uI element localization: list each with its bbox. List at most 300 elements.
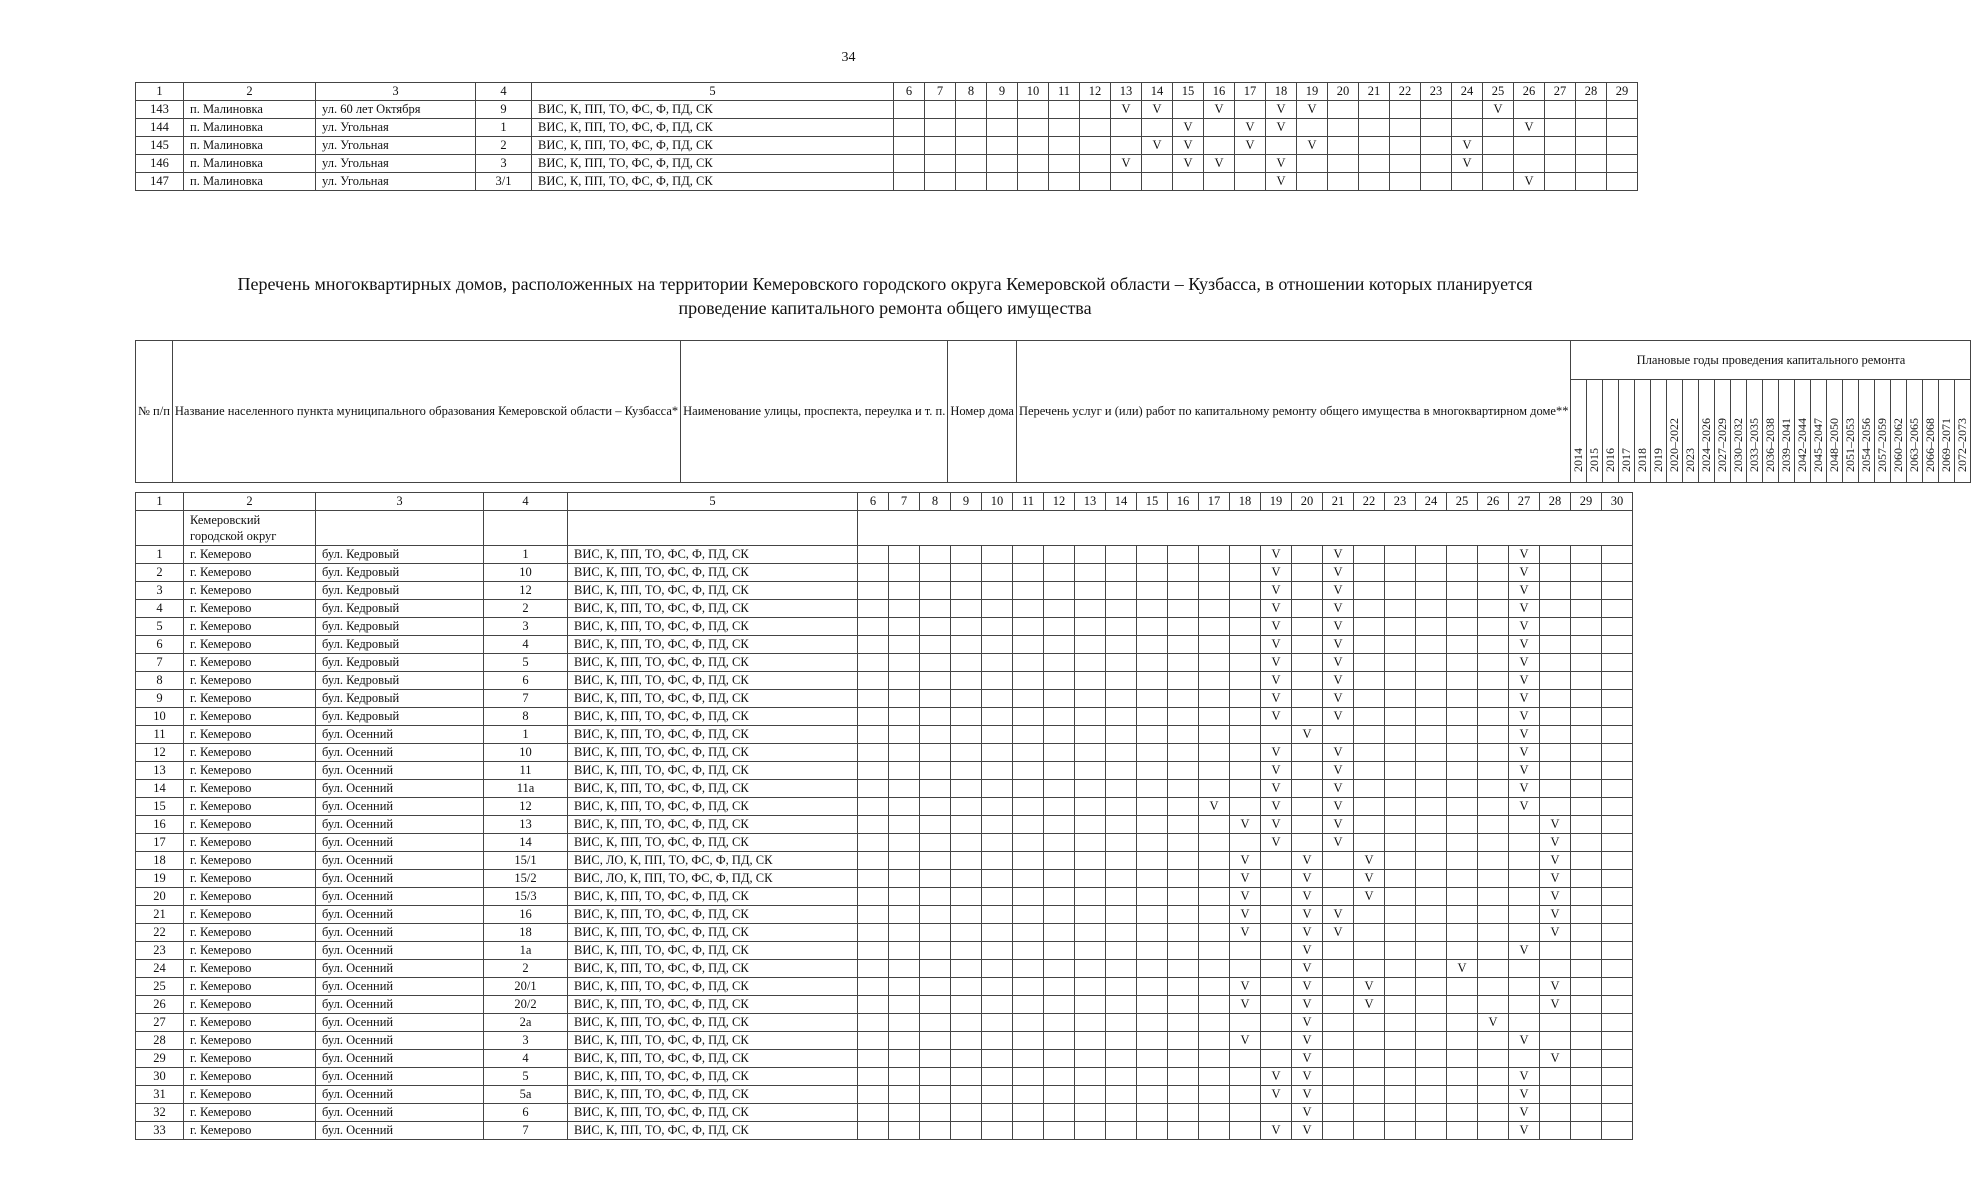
row-number: 12: [136, 744, 184, 762]
works-cell: ВИС, К, ПП, ТО, ФС, Ф, ПД, СК: [568, 672, 858, 690]
year-cell: [1354, 708, 1385, 726]
year-cell: [1540, 582, 1571, 600]
settlement-cell: г. Кемерово: [184, 1050, 316, 1068]
year-cell: [1013, 960, 1044, 978]
year-cell: [858, 834, 889, 852]
table-row: [136, 798, 1633, 816]
year-cell: [1354, 834, 1385, 852]
year-cell: [1013, 1086, 1044, 1104]
works-cell: ВИС, К, ПП, ТО, ФС, Ф, ПД, СК: [532, 119, 894, 137]
year-mark: V: [1266, 155, 1297, 173]
year-cell: [920, 1122, 951, 1140]
year-mark: V: [1540, 906, 1571, 924]
year-cell: [920, 582, 951, 600]
house-number-cell: 2: [476, 137, 532, 155]
table-row: [136, 762, 1633, 780]
year-cell: [920, 1086, 951, 1104]
year-cell: [1602, 618, 1633, 636]
year-mark: V: [1483, 101, 1514, 119]
works-cell: ВИС, К, ПП, ТО, ФС, Ф, ПД, СК: [568, 762, 858, 780]
year-cell: [1509, 834, 1540, 852]
year-cell: [1328, 137, 1359, 155]
year-cell: [1354, 618, 1385, 636]
year-cell: [1478, 636, 1509, 654]
district-empty-cell: [136, 511, 184, 546]
year-cell: [1390, 155, 1421, 173]
works-cell: ВИС, К, ПП, ТО, ФС, Ф, ПД, СК: [568, 546, 858, 564]
year-cell: [894, 119, 925, 137]
year-cell: [1297, 119, 1328, 137]
year-cell: [1106, 1086, 1137, 1104]
year-cell: [894, 173, 925, 191]
table-row: [136, 173, 1638, 191]
house-number-cell: 15/3: [484, 888, 568, 906]
year-cell: [1106, 852, 1137, 870]
year-cell: [1602, 636, 1633, 654]
header-planned-years: Плановые годы проведения капитального ремонта: [1571, 341, 1971, 380]
year-mark: V: [1204, 101, 1235, 119]
year-cell: [1385, 1068, 1416, 1086]
year-mark: V: [1323, 690, 1354, 708]
column-number: 1: [136, 493, 184, 511]
settlement-cell: г. Кемерово: [184, 1068, 316, 1086]
year-cell: [1447, 924, 1478, 942]
year-cell: [1013, 1068, 1044, 1086]
year-mark: V: [1292, 996, 1323, 1014]
year-cell: [1137, 762, 1168, 780]
year-cell: [858, 888, 889, 906]
works-cell: ВИС, К, ПП, ТО, ФС, Ф, ПД, СК: [532, 173, 894, 191]
year-cell: [1199, 618, 1230, 636]
year-cell: [982, 924, 1013, 942]
year-cell: [1230, 636, 1261, 654]
year-header: [1715, 380, 1731, 483]
table-row: [136, 834, 1633, 852]
year-cell: [1354, 960, 1385, 978]
year-cell: [1168, 870, 1199, 888]
year-cell: [1199, 942, 1230, 960]
year-cell: [951, 1014, 982, 1032]
year-cell: [1385, 600, 1416, 618]
settlement-cell: г. Кемерово: [184, 564, 316, 582]
column-number: 6: [858, 493, 889, 511]
settlement-cell: г. Кемерово: [184, 960, 316, 978]
year-cell: [951, 690, 982, 708]
year-cell: [889, 708, 920, 726]
year-mark: V: [1261, 654, 1292, 672]
year-cell: [1514, 101, 1545, 119]
year-mark: V: [1509, 564, 1540, 582]
year-cell: [951, 762, 982, 780]
year-cell: [1385, 978, 1416, 996]
year-header: [1795, 380, 1811, 483]
row-number: 7: [136, 654, 184, 672]
settlement-cell: г. Кемерово: [184, 978, 316, 996]
year-cell: [1447, 618, 1478, 636]
year-cell: [1199, 1050, 1230, 1068]
year-cell: [1607, 155, 1638, 173]
year-mark: V: [1230, 924, 1261, 942]
year-cell: [920, 564, 951, 582]
year-cell: [1452, 173, 1483, 191]
year-cell: [1044, 870, 1075, 888]
settlement-cell: г. Кемерово: [184, 672, 316, 690]
table-row: [136, 672, 1633, 690]
year-cell: [951, 1086, 982, 1104]
year-cell: [1571, 816, 1602, 834]
year-mark: V: [1509, 762, 1540, 780]
table-row: [136, 600, 1633, 618]
year-mark: V: [1292, 942, 1323, 960]
year-mark: V: [1509, 600, 1540, 618]
year-cell: [982, 978, 1013, 996]
row-number: 26: [136, 996, 184, 1014]
header-house: Номер дома: [948, 341, 1017, 483]
row-number: 30: [136, 1068, 184, 1086]
year-cell: [920, 1068, 951, 1086]
year-cell: [1602, 780, 1633, 798]
settlement-cell: г. Кемерово: [184, 1032, 316, 1050]
year-cell: [1509, 816, 1540, 834]
year-cell: [1385, 654, 1416, 672]
year-cell: [1044, 672, 1075, 690]
year-mark: V: [1292, 1104, 1323, 1122]
year-cell: [1044, 762, 1075, 780]
column-number: 11: [1049, 83, 1080, 101]
year-cell: [1199, 1086, 1230, 1104]
year-cell: [1168, 942, 1199, 960]
year-cell: [1106, 546, 1137, 564]
year-cell: [920, 888, 951, 906]
row-number: 13: [136, 762, 184, 780]
street-cell: бул. Кедровый: [316, 690, 484, 708]
year-cell: [1545, 137, 1576, 155]
year-mark: V: [1261, 582, 1292, 600]
year-cell: [1416, 834, 1447, 852]
year-mark: V: [1509, 942, 1540, 960]
year-cell: [982, 780, 1013, 798]
year-cell: [889, 906, 920, 924]
document-title: [150, 272, 1620, 320]
year-cell: [1478, 852, 1509, 870]
year-cell: [1540, 600, 1571, 618]
year-cell: [1013, 834, 1044, 852]
year-cell: [951, 852, 982, 870]
column-number: 9: [987, 83, 1018, 101]
year-cell: [1385, 942, 1416, 960]
year-cell: [1514, 155, 1545, 173]
year-cell: [1230, 834, 1261, 852]
year-cell: [1199, 546, 1230, 564]
street-cell: бул. Осенний: [316, 906, 484, 924]
year-cell: [1478, 798, 1509, 816]
year-cell: [889, 726, 920, 744]
header-settlement: Название населенного пункта муниципального образования Кемеровской области – Кузбасса*: [172, 341, 680, 483]
year-cell: [1049, 119, 1080, 137]
year-label: 2051–2053: [1843, 418, 1858, 472]
year-cell: [1602, 546, 1633, 564]
district-empty-cell: [316, 511, 484, 546]
year-cell: [1385, 1032, 1416, 1050]
year-mark: V: [1292, 1014, 1323, 1032]
year-cell: [1571, 834, 1602, 852]
year-cell: [858, 1104, 889, 1122]
settlement-cell: г. Кемерово: [184, 1104, 316, 1122]
year-cell: [1230, 546, 1261, 564]
column-number: 5: [568, 493, 858, 511]
year-mark: V: [1323, 672, 1354, 690]
year-cell: [1447, 1014, 1478, 1032]
year-cell: [1385, 618, 1416, 636]
street-cell: ул. Угольная: [316, 119, 476, 137]
year-label: 2069–2071: [1939, 418, 1954, 472]
year-mark: V: [1235, 119, 1266, 137]
year-cell: [1168, 600, 1199, 618]
house-number-cell: 3: [484, 618, 568, 636]
district-empty-cell: [858, 511, 1633, 546]
row-number: 147: [136, 173, 184, 191]
year-cell: [1478, 1086, 1509, 1104]
year-mark: V: [1261, 546, 1292, 564]
year-mark: V: [1292, 906, 1323, 924]
year-cell: [951, 672, 982, 690]
works-cell: ВИС, К, ПП, ТО, ФС, Ф, ПД, СК: [568, 1050, 858, 1068]
house-number-cell: 3: [484, 1032, 568, 1050]
year-cell: [889, 888, 920, 906]
year-cell: [951, 618, 982, 636]
year-cell: [1261, 960, 1292, 978]
year-cell: [1266, 137, 1297, 155]
year-cell: [1478, 942, 1509, 960]
year-cell: [1571, 1050, 1602, 1068]
year-cell: [1292, 546, 1323, 564]
year-cell: [1075, 978, 1106, 996]
year-mark: V: [1509, 546, 1540, 564]
year-cell: [982, 726, 1013, 744]
year-mark: V: [1354, 996, 1385, 1014]
year-cell: [1137, 852, 1168, 870]
year-cell: [1013, 762, 1044, 780]
street-cell: ул. Угольная: [316, 173, 476, 191]
year-cell: [1137, 942, 1168, 960]
year-cell: [1013, 726, 1044, 744]
year-cell: [987, 101, 1018, 119]
year-cell: [1235, 173, 1266, 191]
year-cell: [1447, 888, 1478, 906]
year-cell: [1230, 1086, 1261, 1104]
year-cell: [982, 618, 1013, 636]
house-number-cell: 18: [484, 924, 568, 942]
year-cell: [889, 816, 920, 834]
street-cell: бул. Осенний: [316, 1122, 484, 1140]
table-row: [136, 1068, 1633, 1086]
year-cell: [982, 1104, 1013, 1122]
year-cell: [1075, 636, 1106, 654]
year-cell: [1044, 978, 1075, 996]
year-cell: [889, 546, 920, 564]
year-cell: [1106, 942, 1137, 960]
year-cell: [1416, 690, 1447, 708]
year-cell: [1106, 672, 1137, 690]
year-cell: [1230, 618, 1261, 636]
year-cell: [1075, 672, 1106, 690]
year-cell: [951, 744, 982, 762]
table-row: [136, 888, 1633, 906]
year-cell: [982, 942, 1013, 960]
table-row: [136, 101, 1638, 119]
year-cell: [1385, 924, 1416, 942]
year-cell: [925, 119, 956, 137]
year-cell: [1137, 1032, 1168, 1050]
year-cell: [1137, 726, 1168, 744]
year-cell: [1571, 708, 1602, 726]
year-cell: [1478, 816, 1509, 834]
year-cell: [1168, 960, 1199, 978]
year-cell: [982, 906, 1013, 924]
year-cell: [1044, 564, 1075, 582]
year-cell: [1137, 654, 1168, 672]
year-cell: [1199, 690, 1230, 708]
year-cell: [1106, 834, 1137, 852]
year-cell: [1168, 726, 1199, 744]
year-cell: [1602, 726, 1633, 744]
street-cell: бул. Кедровый: [316, 564, 484, 582]
year-cell: [858, 1122, 889, 1140]
year-cell: [1013, 852, 1044, 870]
year-cell: [920, 834, 951, 852]
year-cell: [951, 780, 982, 798]
year-cell: [1328, 101, 1359, 119]
year-cell: [889, 1086, 920, 1104]
year-cell: [1292, 708, 1323, 726]
column-number: 5: [532, 83, 894, 101]
year-cell: [1230, 672, 1261, 690]
row-number: 1: [136, 546, 184, 564]
year-cell: [982, 1068, 1013, 1086]
year-cell: [1602, 564, 1633, 582]
year-cell: [1199, 978, 1230, 996]
year-cell: [1602, 654, 1633, 672]
year-mark: V: [1297, 137, 1328, 155]
year-cell: [1106, 744, 1137, 762]
year-cell: [1447, 564, 1478, 582]
settlement-cell: г. Кемерово: [184, 636, 316, 654]
year-cell: [1199, 1122, 1230, 1140]
year-cell: [1106, 870, 1137, 888]
year-cell: [889, 1068, 920, 1086]
year-cell: [1168, 708, 1199, 726]
year-cell: [951, 1068, 982, 1086]
year-cell: [1452, 119, 1483, 137]
table-row: [136, 708, 1633, 726]
year-cell: [1261, 1104, 1292, 1122]
year-cell: [1571, 852, 1602, 870]
house-number-cell: 2: [484, 600, 568, 618]
year-cell: [1602, 870, 1633, 888]
year-cell: [1137, 996, 1168, 1014]
year-cell: [1447, 942, 1478, 960]
year-mark: V: [1323, 708, 1354, 726]
house-number-cell: 1: [476, 119, 532, 137]
year-cell: [1571, 636, 1602, 654]
year-cell: [1416, 996, 1447, 1014]
year-mark: V: [1447, 960, 1478, 978]
year-cell: [1075, 564, 1106, 582]
year-cell: [1106, 582, 1137, 600]
year-cell: [1137, 708, 1168, 726]
column-number: 4: [484, 493, 568, 511]
year-mark: V: [1261, 564, 1292, 582]
settlement-cell: г. Кемерово: [184, 798, 316, 816]
year-cell: [1106, 906, 1137, 924]
year-cell: [1571, 1014, 1602, 1032]
year-cell: [1328, 155, 1359, 173]
year-cell: [889, 978, 920, 996]
row-number: 145: [136, 137, 184, 155]
year-cell: [1354, 1068, 1385, 1086]
year-cell: [1359, 119, 1390, 137]
table-row: [136, 1104, 1633, 1122]
year-mark: V: [1514, 119, 1545, 137]
year-cell: [1044, 726, 1075, 744]
year-cell: [1080, 137, 1111, 155]
year-cell: [1571, 1086, 1602, 1104]
year-mark: V: [1452, 137, 1483, 155]
year-cell: [1354, 780, 1385, 798]
year-cell: [1571, 1068, 1602, 1086]
year-cell: [1602, 924, 1633, 942]
year-cell: [1447, 762, 1478, 780]
year-cell: [951, 1104, 982, 1122]
year-cell: [1230, 654, 1261, 672]
year-cell: [1447, 546, 1478, 564]
row-number: 15: [136, 798, 184, 816]
year-mark: V: [1509, 798, 1540, 816]
year-label: 2023: [1683, 448, 1698, 472]
year-cell: [1540, 942, 1571, 960]
year-cell: [1292, 762, 1323, 780]
year-cell: [1385, 1050, 1416, 1068]
year-cell: [1013, 564, 1044, 582]
document-title-line-1: Перечень многоквартирных домов, расположенных на территории Кемеровского городского округа Кемеровской области – Кузбасса, в отношении которых планируется: [237, 274, 1533, 294]
row-number: 27: [136, 1014, 184, 1032]
settlement-cell: г. Кемерово: [184, 906, 316, 924]
year-cell: [1602, 834, 1633, 852]
year-cell: [1447, 636, 1478, 654]
year-cell: [1137, 1014, 1168, 1032]
year-cell: [1478, 1122, 1509, 1140]
year-cell: [1416, 546, 1447, 564]
year-cell: [1261, 978, 1292, 996]
house-number-cell: 5: [484, 654, 568, 672]
year-cell: [1204, 119, 1235, 137]
year-cell: [1018, 119, 1049, 137]
street-cell: бул. Осенний: [316, 978, 484, 996]
street-cell: бул. Кедровый: [316, 582, 484, 600]
year-cell: [1013, 690, 1044, 708]
year-cell: [1571, 1032, 1602, 1050]
year-mark: V: [1509, 1032, 1540, 1050]
year-cell: [925, 155, 956, 173]
year-mark: V: [1323, 780, 1354, 798]
year-label: 2060–2062: [1891, 418, 1906, 472]
settlement-cell: г. Кемерово: [184, 600, 316, 618]
year-cell: [1137, 924, 1168, 942]
year-cell: [920, 654, 951, 672]
year-cell: [1106, 654, 1137, 672]
year-cell: [1540, 636, 1571, 654]
main-table-header: [135, 340, 1971, 483]
